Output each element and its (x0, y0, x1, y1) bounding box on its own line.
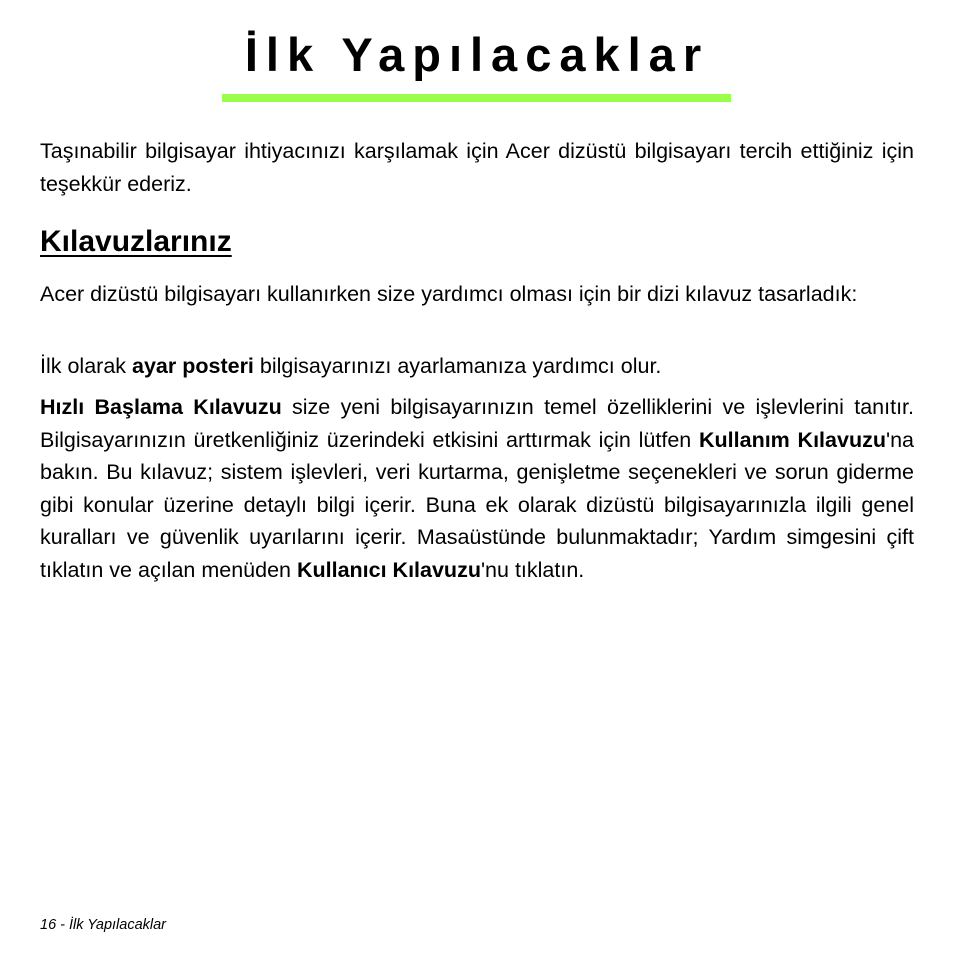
quick-start-guide-term: Hızlı Başlama Kılavuzu (40, 395, 282, 419)
guides-paragraph-1 (40, 278, 914, 311)
text-span: bilgisayarınızı ayarlamanıza yardımcı olur. (253, 354, 662, 378)
text-span: size yeni bilgisayarınızın temel özelliklerini ve işlevlerini tanıtır. Bilgisayarınızın üretkenliğiniz üzerindeki etkisini arttırmak için lütfen (40, 395, 914, 452)
guides-paragraph-2 (40, 350, 914, 383)
guides-paragraph-3 (40, 391, 914, 586)
setup-poster-paragraph (40, 350, 914, 383)
section-heading: Kılavuzlarınız (40, 225, 232, 258)
guides-intro-text: Acer dizüstü bilgisayarı kullanırken size yardımcı olması için bir dizi kılavuz tasarladık: (40, 282, 858, 306)
intro-paragraph (40, 135, 914, 200)
quick-start-paragraph (40, 391, 914, 586)
title-underline-bar (222, 94, 731, 102)
page-title: İlk Yapılacaklar (244, 28, 710, 81)
user-guide-term: Kullanım Kılavuzu (699, 427, 886, 452)
text-span: 'na bakın. Bu kılavuz; sistem işlevleri, veri kurtarma, genişletme seçenekleri ve sorun giderme gibi konular üzerine detaylı bilgi içerir. Buna ek olarak dizüstü bilgisayarınızla ilgili genel kuralları ve güvenlik uyarılarını içerir. Masaüstünde bulunmaktadır; Yardım simgesini çift tıklatın ve açılan menüden (40, 427, 914, 582)
user-manual-term: Kullanıcı Kılavuzu (296, 557, 481, 582)
text-span: 'nu tıklatın. (480, 557, 585, 582)
text-span: İlk olarak (40, 354, 133, 378)
intro-text: Taşınabilir bilgisayar ihtiyacınızı karşılamak için Acer dizüstü bilgisayarı tercih ettiğiniz için teşekkür ederiz. (40, 139, 914, 196)
page-footer: 16 - İlk Yapılacaklar (40, 917, 166, 933)
setup-poster-term: ayar posteri (132, 354, 254, 378)
